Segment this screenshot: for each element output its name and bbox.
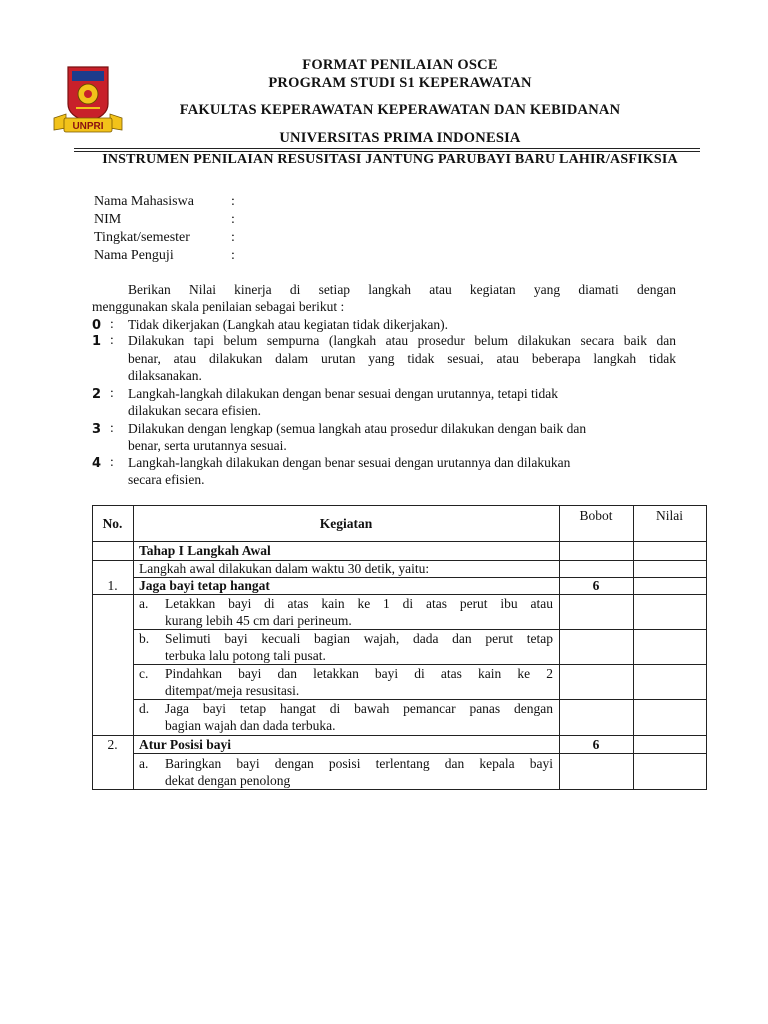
scale-colon: : <box>110 454 114 469</box>
field-colon: : <box>231 230 235 245</box>
step-letter: a. <box>139 756 149 771</box>
scale-text: secara efisien. <box>128 472 205 487</box>
column-header-bobot: Bobot <box>579 508 613 523</box>
table-border <box>92 789 707 790</box>
step-text: Letakkan bayi di atas kain ke 1 di atas perut ibu atau <box>165 596 553 611</box>
header-line-3: FAKULTAS KEPERAWATAN KEPERAWATAN DAN KEBIDANAN <box>179 102 621 118</box>
item-title: Atur Posisi bayi <box>139 737 232 752</box>
item-bobot: 6 <box>592 737 600 752</box>
table-border <box>133 505 134 789</box>
scale-colon: : <box>110 316 114 331</box>
step-letter: a. <box>139 596 149 611</box>
column-header-nilai: Nilai <box>656 508 683 523</box>
scale-number: 2 <box>92 387 102 402</box>
item-number: 1. <box>107 578 118 593</box>
step-letter: c. <box>139 666 149 681</box>
scale-text: Langkah-langkah dilakukan dengan benar sesuai dengan urutannya dan dilakukan <box>128 455 571 470</box>
field-label-nama-mahasiswa: Nama Mahasiswa <box>94 194 194 209</box>
field-label-nim: NIM <box>94 212 122 227</box>
step-letter: b. <box>139 631 150 646</box>
field-label-nama-penguji: Nama Penguji <box>94 248 174 263</box>
intro-line-2: menggunakan skala penilaian sebagai berikut : <box>92 299 345 314</box>
document-title: INSTRUMEN PENILAIAN RESUSITASI JANTUNG PARUBAYI BARU LAHIR/ASFIKSIA <box>102 152 678 167</box>
scale-text: Langkah-langkah dilakukan dengan benar sesuai dengan urutannya, tetapi tidak <box>128 386 558 401</box>
scale-text: Dilakukan dengan lengkap (semua langkah atau prosedur dilakukan dengan baik dan <box>128 421 587 436</box>
header-line-4: UNIVERSITAS PRIMA INDONESIA <box>279 130 521 146</box>
step-text: ditempat/meja resusitasi. <box>165 683 300 698</box>
step-text: Selimuti bayi kecuali bagian wajah, dada dan perut tetap <box>165 631 553 646</box>
scale-number: 3 <box>92 422 102 437</box>
stage-title: Tahap I Langkah Awal <box>139 543 271 558</box>
header-rule <box>74 148 700 149</box>
stage-note: Langkah awal dilakukan dalam waktu 30 detik, yaitu: <box>139 561 430 576</box>
column-header-no: No. <box>102 516 123 531</box>
table-border <box>92 505 707 506</box>
scale-colon: : <box>110 385 114 400</box>
header-line-1: FORMAT PENILAIAN OSCE <box>302 57 498 73</box>
scale-text: dilakukan secara efisien. <box>128 403 262 418</box>
assessment-table <box>92 505 707 790</box>
table-border <box>133 753 707 754</box>
item-title: Jaga bayi tetap hangat <box>139 578 270 593</box>
scale-text: Dilakukan tapi belum sempurna (langkah atau prosedur belum dilakukan secara baik dan <box>128 333 676 348</box>
step-text: kurang lebih 45 cm dari perineum. <box>165 613 352 628</box>
scale-text: benar, serta urutannya sesuai. <box>128 438 287 453</box>
step-text: Baringkan bayi dengan posisi terlentang dan kepala bayi <box>165 756 553 771</box>
field-colon: : <box>231 194 235 209</box>
unpri-logo <box>52 64 124 134</box>
scale-number: 4 <box>92 456 102 471</box>
scale-text: Tidak dikerjakan (Langkah atau kegiatan tidak dikerjakan). <box>128 317 449 332</box>
scale-text: dilaksanakan. <box>128 368 202 383</box>
step-text: dekat dengan penolong <box>165 773 291 788</box>
column-header-kegiatan: Kegiatan <box>319 516 373 531</box>
scale-colon: : <box>110 332 114 347</box>
table-border <box>633 505 634 789</box>
step-letter: d. <box>139 701 150 716</box>
field-colon: : <box>231 212 235 227</box>
scale-number: 0 <box>92 318 102 333</box>
step-text: terbuka lalu potong tali pusat. <box>165 648 326 663</box>
scale-number: 1 <box>92 334 102 349</box>
logo-text: UNPRI <box>72 121 104 132</box>
field-colon: : <box>231 248 235 263</box>
step-text: Pindahkan bayi dan letakkan bayi di atas kain ke 2 <box>165 666 553 681</box>
scale-colon: : <box>110 420 114 435</box>
step-text: bagian wajah dan dada terbuka. <box>165 718 336 733</box>
step-text: Jaga bayi tetap hangat di bawah pemancar panas dengan <box>165 701 553 716</box>
header-line-2: PROGRAM STUDI S1 KEPERAWATAN <box>268 75 532 91</box>
intro-line-1: Berikan Nilai kinerja di setiap langkah atau kegiatan yang diamati dengan <box>128 282 676 297</box>
table-border <box>706 505 707 789</box>
scale-text: benar, atau dilakukan dalam urutan yang tidak sesuai, atau beberapa langkah tidak <box>128 351 676 366</box>
field-label-tingkat-semester: Tingkat/semester <box>94 230 190 245</box>
item-number: 2. <box>107 737 118 752</box>
item-bobot: 6 <box>592 578 600 593</box>
